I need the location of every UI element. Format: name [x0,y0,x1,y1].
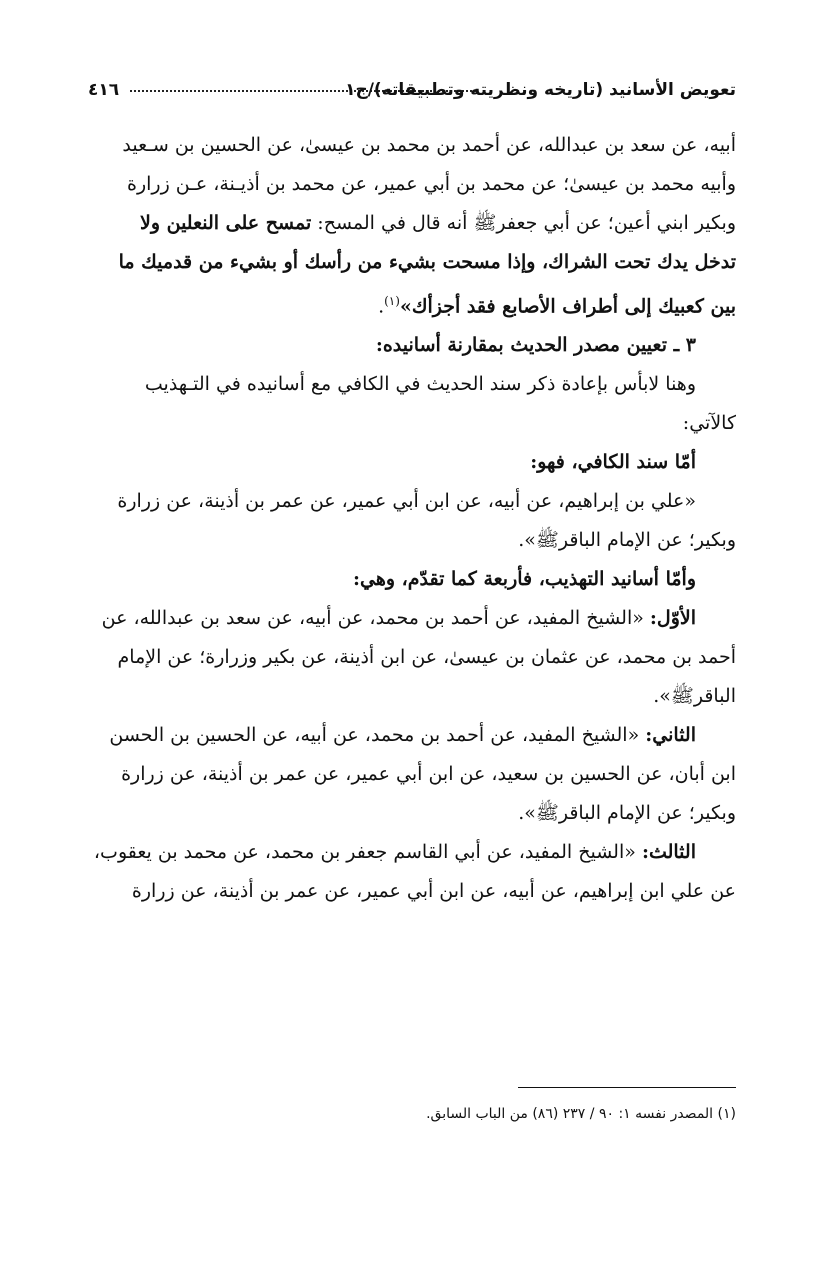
kafi-chain-line: وبكير؛ عن الإمام الباقرﷺ». [518,529,736,552]
text-line: وهنا لابأس بإعادة ذكر سند الحديث في الكافي مع أسانيده في التـهذيب [144,373,696,396]
chain-text: «الشيخ المفيد، عن أبي القاسم جعفر بن محمد، عن محمد بن يعقوب، [93,841,636,864]
text-line: وبكير؛ عن الإمام الباقرﷺ». [518,802,736,825]
subheading-tahdhib: وأمّا أسانيد التهذيب، فأربعة كما تقدّم، وهي: [352,568,696,591]
page-number: ٤١٦ [88,80,120,100]
chain-second [88,716,736,755]
text-line: عن علي ابن إبراهيم، عن أبيه، عن ابن أبي عمير، عن عمر بن أذينة، عن زرارة [131,880,736,903]
chain-third [88,833,736,872]
hadith-quote-start: تمسح على النعلين ولا [139,212,312,234]
text-line: وأبيه محمد بن عيسىٰ؛ عن محمد بن أبي عمير، عن محمد بن أذيـنة، عـن زرارة [126,173,736,195]
text-line: ابن أبان، عن الحسين بن سعيد، عن ابن أبي عمير، عن عمر بن أذينة، عن زرارة [121,763,736,786]
chain-text: «الشيخ المفيد، عن أحمد بن محمد، عن أبيه، عن سعد بن عبدالله، عن [101,607,644,630]
text-line: أحمد بن محمد، عن عثمان بن عيسىٰ، عن ابن أذينة، عن بكير وزرارة؛ عن الإمام [117,646,736,669]
hadith-intro: وبكير ابني أعين؛ عن أبي جعفرﷺ أنه قال في المسح: [317,212,736,234]
footnote: (١) المصدر نفسه ١: ٩٠ / ٢٣٧ (٨٦) من الباب السابق. [426,1106,736,1122]
section-heading: ٣ ـ تعيين مصدر الحديث بمقارنة أسانيده: [375,334,696,357]
hadith-quote-end: بين كعبيك إلى أطراف الأصابع فقد أجزأك» [399,295,736,318]
text-line: الباقرﷺ». [653,685,736,708]
subheading-kafi: أمّا سند الكافي، فهو: [530,451,696,474]
running-title: تعويض الأسانيد (تاريخه ونظريته وتطبيقاته)/ج١ [345,80,736,100]
text-line: أبيه، عن سعد بن عبدالله، عن أحمد بن محمد بن عيسىٰ، عن الحسين بن سـعيد [122,134,736,156]
hadith-quote-line: تدخل يدك تحت الشراك، وإذا مسحت بشيء من رأسك أو بشيء من قدميك ما [118,251,736,273]
footnote-separator [518,1087,736,1088]
chain-label-first: الأوّل: [649,607,696,630]
chain-first [88,599,736,638]
chain-label-second: الثاني: [645,724,696,747]
footnote-reference: (١) [384,294,400,308]
text-line [88,204,736,243]
chain-text: «الشيخ المفيد، عن أحمد بن محمد، عن أبيه، عن الحسين بن الحسن [109,724,640,747]
text-line [88,282,736,326]
text-line: كالآتي: [682,412,736,435]
main-text [88,126,736,911]
period: . [378,295,385,318]
running-header [88,80,736,104]
chain-label-third: الثالث: [641,841,696,864]
kafi-chain-line: «علي بن إبراهيم، عن أبيه، عن ابن أبي عمير، عن عمر بن أذينة، عن زرارة [117,490,696,513]
